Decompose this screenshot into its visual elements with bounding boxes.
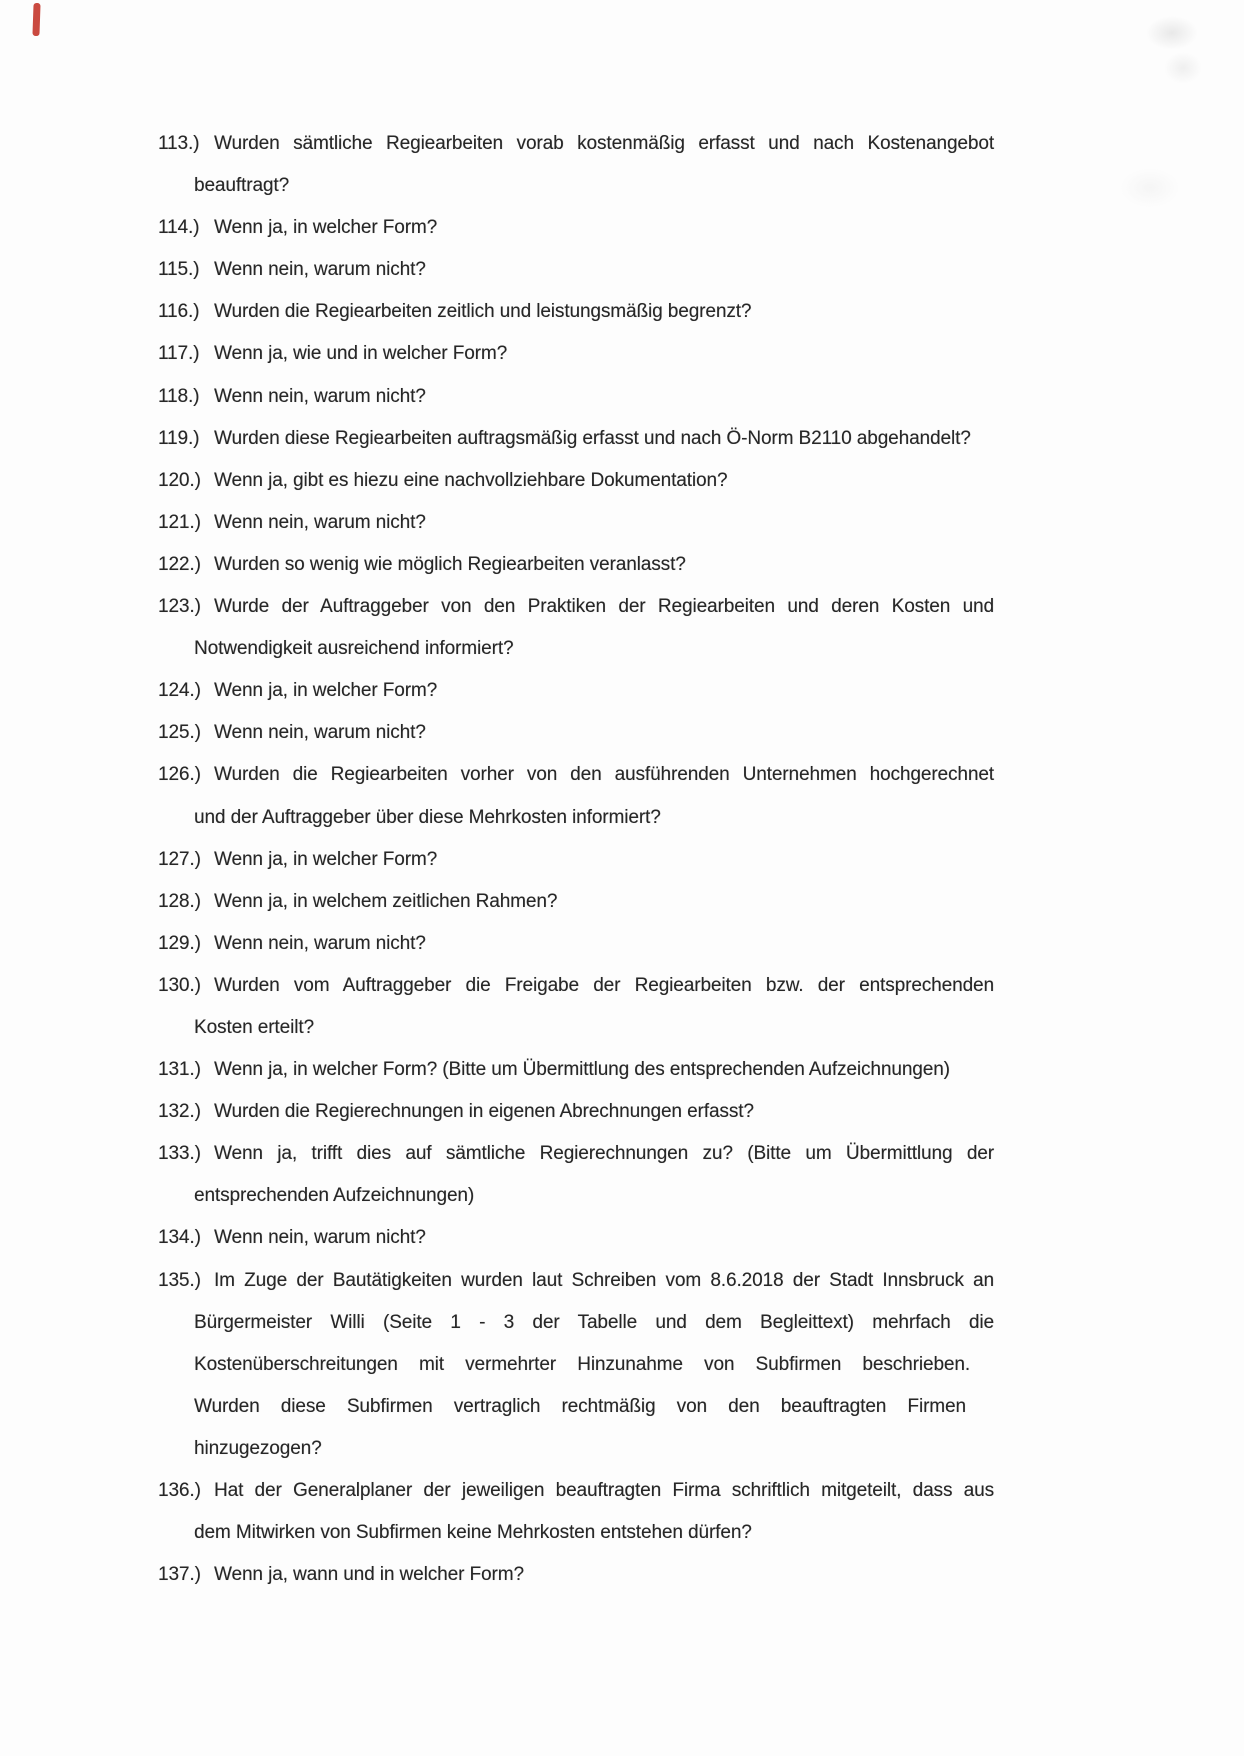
question-text: Wenn ja, trifft dies auf sämtliche Regierechnungen zu? (Bitte um Übermittlung der (214, 1143, 994, 1165)
question-item (0, 123, 1244, 207)
question-item (0, 839, 1244, 881)
question-line (0, 1175, 1244, 1217)
question-text: Notwendigkeit ausreichend informiert? (194, 638, 514, 660)
question-line (0, 1512, 1244, 1554)
question-text: Wurde der Auftraggeber von den Praktiken der Regiearbeiten und deren Kosten und (214, 596, 994, 618)
question-line (0, 1091, 1244, 1133)
question-number: 133.) (158, 1143, 201, 1165)
question-number: 122.) (158, 553, 201, 575)
question-item (0, 965, 1244, 1049)
question-text: Wurden die Regierechnungen in eigenen Abrechnungen erfasst? (214, 1101, 754, 1123)
question-line (0, 333, 1244, 375)
red-pen-mark (32, 3, 40, 36)
question-line (0, 839, 1244, 881)
question-item (0, 586, 1244, 670)
question-line (0, 1344, 1244, 1386)
question-line (0, 797, 1244, 839)
question-item (0, 670, 1244, 712)
question-text: Wenn nein, warum nicht? (214, 722, 426, 744)
question-text: Wurden vom Auftraggeber die Freigabe der Regiearbeiten bzw. der entsprechenden (214, 974, 994, 996)
question-text: Wurden diese Subfirmen vertraglich rechtmäßig von den beauftragten Firmen (194, 1395, 966, 1417)
question-item (0, 881, 1244, 923)
question-line (0, 207, 1244, 249)
question-line (0, 628, 1244, 670)
question-line (0, 544, 1244, 586)
question-item (0, 502, 1244, 544)
question-number: 116.) (158, 301, 200, 323)
question-item (0, 333, 1244, 375)
question-line (0, 1260, 1244, 1302)
question-text: Wenn nein, warum nicht? (214, 511, 426, 533)
question-number: 130.) (158, 974, 201, 996)
question-number: 129.) (158, 932, 201, 954)
question-number: 136.) (158, 1480, 201, 1501)
question-item (0, 1260, 1244, 1470)
question-number: 113.) (158, 133, 200, 154)
question-text: Wenn ja, in welcher Form? (214, 680, 438, 702)
question-text: Wurden die Regiearbeiten vorher von den ausführenden Unternehmen hochgerechnet (214, 764, 994, 786)
question-text: Wenn ja, gibt es hiezu eine nachvollziehbare Dokumentation? (214, 469, 728, 491)
question-item (0, 418, 1244, 460)
question-line (0, 881, 1244, 923)
question-text: Kosten erteilt? (194, 1016, 314, 1038)
question-text: dem Mitwirken von Subfirmen keine Mehrkosten entstehen dürfen? (194, 1522, 752, 1544)
question-item (0, 712, 1244, 754)
question-item (0, 460, 1244, 502)
question-item (0, 1049, 1244, 1091)
question-line (0, 249, 1244, 291)
question-number: 124.) (158, 680, 201, 702)
question-item (0, 923, 1244, 965)
question-number: 120.) (158, 469, 201, 491)
question-number: 126.) (158, 764, 201, 786)
question-line (0, 502, 1244, 544)
question-item (0, 754, 1244, 838)
question-item (0, 1470, 1244, 1554)
question-line (0, 1133, 1244, 1175)
question-number: 118.) (158, 385, 200, 407)
question-text: beauftragt? (194, 175, 290, 197)
question-line (0, 123, 1244, 165)
question-list (0, 123, 1244, 1596)
question-line (0, 712, 1244, 754)
question-line (0, 376, 1244, 418)
question-line (0, 165, 1244, 207)
question-line (0, 418, 1244, 460)
question-line (0, 1470, 1244, 1512)
question-text: Wenn nein, warum nicht? (214, 1227, 426, 1249)
question-number: 134.) (158, 1227, 201, 1249)
question-number: 127.) (158, 848, 201, 870)
question-number: 119.) (158, 427, 200, 449)
scan-smudge (1146, 16, 1198, 50)
question-text: Wurden so wenig wie möglich Regiearbeiten veranlasst? (214, 553, 686, 575)
question-text: Wenn ja, in welchem zeitlichen Rahmen? (214, 890, 558, 912)
question-text: Wenn ja, in welcher Form? (214, 217, 438, 239)
question-item (0, 376, 1244, 418)
question-text: Wenn nein, warum nicht? (214, 385, 426, 407)
question-text: entsprechenden Aufzeichnungen) (194, 1185, 475, 1207)
question-number: 117.) (158, 343, 200, 365)
question-number: 114.) (158, 217, 200, 239)
question-line (0, 965, 1244, 1007)
question-line (0, 1007, 1244, 1049)
question-line (0, 1554, 1244, 1596)
question-text: Wenn nein, warum nicht? (214, 259, 426, 281)
question-item (0, 544, 1244, 586)
question-item (0, 1554, 1244, 1596)
question-line (0, 1049, 1244, 1091)
question-text: Wenn ja, in welcher Form? (214, 848, 438, 870)
question-text: Wurden die Regiearbeiten zeitlich und leistungsmäßig begrenzt? (214, 301, 752, 323)
question-text: Im Zuge der Bautätigkeiten wurden laut Schreiben vom 8.6.2018 der Stadt Innsbruck an (214, 1269, 994, 1291)
question-item (0, 249, 1244, 291)
question-text: Wenn nein, warum nicht? (214, 932, 426, 954)
question-line (0, 670, 1244, 712)
question-item (0, 1091, 1244, 1133)
question-number: 125.) (158, 722, 201, 744)
question-line (0, 291, 1244, 333)
question-text: Wurden sämtliche Regiearbeiten vorab kostenmäßig erfasst und nach Kostenangebot (214, 133, 994, 154)
question-number: 123.) (158, 596, 201, 618)
question-number: 131.) (158, 1059, 201, 1081)
question-line (0, 1302, 1244, 1344)
question-item (0, 291, 1244, 333)
question-number: 137.) (158, 1564, 201, 1586)
question-text: Wenn ja, wann und in welcher Form? (214, 1564, 524, 1586)
question-line (0, 1217, 1244, 1259)
question-line (0, 586, 1244, 628)
question-text: Wenn ja, in welcher Form? (Bitte um Übermittlung des entsprechenden Aufzeichnungen) (214, 1059, 950, 1081)
question-text: Bürgermeister Willi (Seite 1 - 3 der Tabelle und dem Begleittext) mehrfach die (194, 1311, 994, 1333)
question-line (0, 460, 1244, 502)
question-line (0, 754, 1244, 796)
question-number: 121.) (158, 511, 201, 533)
question-line (0, 1386, 1244, 1428)
question-text: Wurden diese Regiearbeiten auftragsmäßig erfasst und nach Ö-Norm B2110 abgehandelt? (214, 427, 971, 449)
question-item (0, 207, 1244, 249)
question-item (0, 1133, 1244, 1217)
scan-smudge (1164, 52, 1202, 84)
question-text: und der Auftraggeber über diese Mehrkosten informiert? (194, 806, 661, 828)
question-number: 115.) (158, 259, 200, 281)
question-item (0, 1217, 1244, 1259)
question-number: 132.) (158, 1101, 201, 1123)
question-text: Wenn ja, wie und in welcher Form? (214, 343, 508, 365)
question-text: hinzugezogen? (194, 1437, 322, 1459)
question-number: 135.) (158, 1269, 201, 1291)
question-line (0, 1428, 1244, 1470)
question-text: Kostenüberschreitungen mit vermehrter Hinzunahme von Subfirmen beschrieben. (194, 1353, 971, 1375)
question-number: 128.) (158, 890, 201, 912)
question-line (0, 923, 1244, 965)
question-text: Hat der Generalplaner der jeweiligen beauftragten Firma schriftlich mitgeteilt, dass aus (214, 1480, 994, 1501)
